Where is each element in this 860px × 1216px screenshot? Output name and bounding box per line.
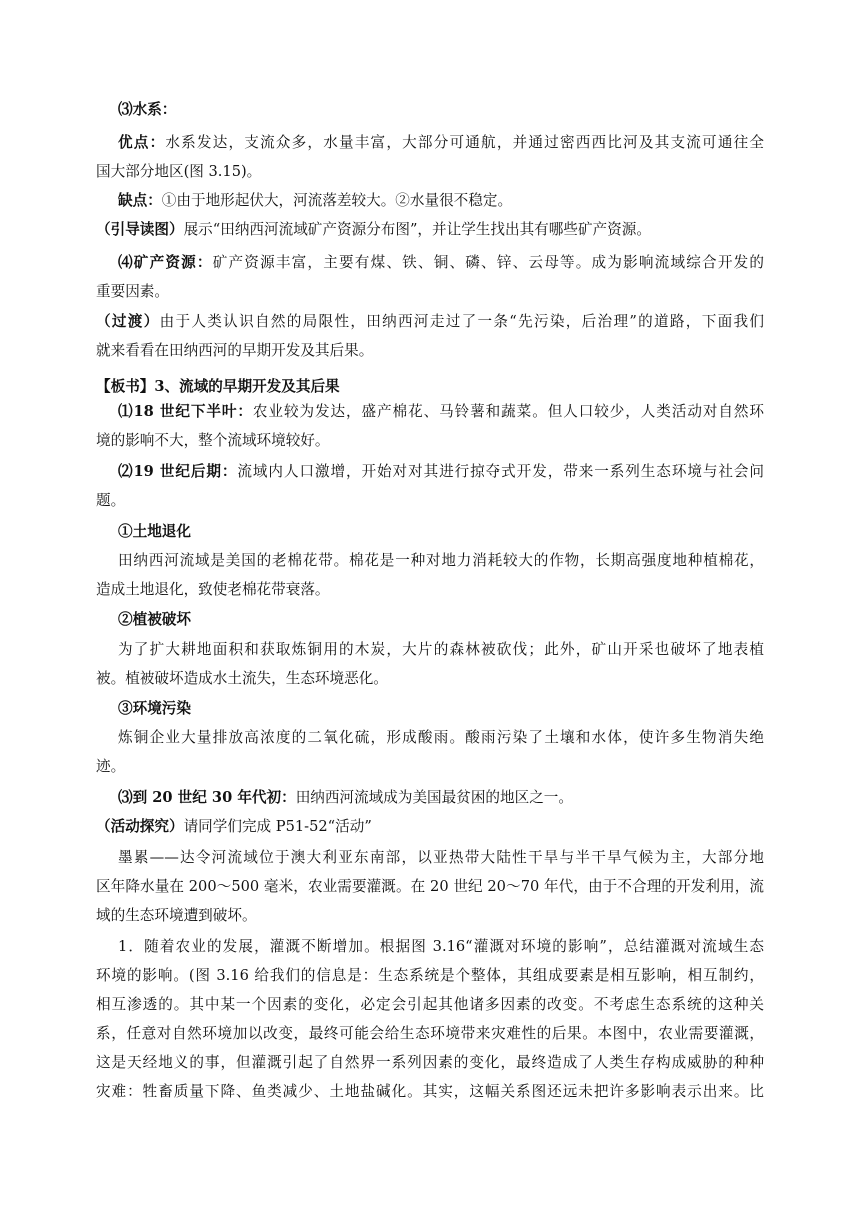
question-1-text-4: 系，任意对自然环境加以改变，最终可能会给生态环境带来灾难性的后果。本图中，农业需要灌溉，: [96, 1025, 764, 1042]
period-1-line-1: [118, 402, 764, 422]
advantages-text-1: 水系发达，支流众多，水量丰富，大部分可通航，并通过密西西比河及其支流可通往全: [165, 134, 764, 151]
advantages-label: 优点：: [118, 134, 166, 151]
period-2-text-1: 流域内人口激增，开始对对其进行掠夺式开发，带来一系列生态环境与社会问: [237, 463, 764, 480]
land-degradation-text-1: 田纳西河流域是美国的老棉花带。棉花是一种对地力消耗较大的作物，长期高强度地种植棉花，: [118, 552, 764, 569]
question-1-text-1: 1．随着农业的发展，灌溉不断增加。根据图 3.16“灌溉对环境的影响”，总结灌溉对流域生态: [118, 938, 764, 955]
murray-text-3: 域的生态环境遭到破坏。: [96, 907, 257, 924]
subheading-vegetation: ②植被破坏: [118, 611, 191, 628]
advantages-text-2: 国大部分地区(图 3.15)。: [96, 163, 262, 180]
land-degradation-text-2: 造成土地退化，致使老棉花带衰落。: [96, 581, 330, 598]
activity-text: 请同学们完成 P51-52“活动”: [183, 818, 372, 835]
period-1-text-2: 境的影响不大，整个流域环境较好。: [96, 432, 330, 449]
vegetation-text-2: 被。植被破坏造成水土流失，生态环境恶化。: [96, 670, 388, 687]
advantages-line-1: [118, 133, 764, 153]
subheading-pollution: ③环境污染: [118, 700, 191, 717]
period-3-text: 田纳西河流域成为美国最贫困的地区之一。: [295, 789, 573, 806]
guide-reading-text: 展示“田纳西河流域矿产资源分布图”，并让学生找出其有哪些矿产资源。: [183, 221, 651, 238]
activity-line: [96, 817, 372, 837]
murray-text-1: 墨累——达令河流域位于澳大利亚东南部，以亚热带大陆性干旱与半干旱气候为主，大部分地: [118, 849, 764, 866]
pollution-text-1: 炼铜企业大量排放高浓度的二氧化硫，形成酸雨。酸雨污染了土壤和水体，使许多生物消失绝: [118, 729, 764, 746]
question-1-text-2: 环境的影响。(图 3.16 给我们的信息是：生态系统是个整体，其组成要素是相互影响，相互制约，: [96, 967, 764, 984]
period-1-text-1: 农业较为发达，盛产棉花、马铃薯和蔬菜。但人口较少，人类活动对自然环: [252, 403, 764, 420]
period-3-label: ⑶到 20 世纪 30 年代初：: [118, 789, 296, 806]
period-1-label: ⑴18 世纪下半叶：: [118, 403, 253, 420]
board-heading: 【板书】3、流域的早期开发及其后果: [96, 378, 340, 395]
period-3-line: [118, 788, 573, 808]
minerals-line-1: [118, 253, 764, 273]
pollution-text-2: 迹。: [96, 758, 126, 775]
question-1-text-6: 灾难：牲畜质量下降、鱼类减少、土地盐碱化。其实，这幅关系图还远未把许多影响表示出来。比: [96, 1083, 764, 1100]
guide-reading-label: （引导读图）: [96, 221, 184, 238]
period-2-line-1: [118, 462, 764, 482]
question-1-text-3: 相互渗透的。其中某一个因素的变化，必定会引起其他诸多因素的改变。不考虑生态系统的这种关: [96, 996, 764, 1013]
transition-label: （过渡）: [96, 313, 160, 330]
heading-minerals: ⑷矿产资源：: [118, 254, 213, 271]
disadvantages-label: 缺点：: [118, 192, 162, 209]
period-2-text-2: 题。: [96, 492, 126, 509]
vegetation-text-1: 为了扩大耕地面积和获取炼铜用的木炭，大片的森林被砍伐；此外，矿山开采也破坏了地表植: [118, 641, 764, 658]
question-1-text-5: 这是天经地义的事，但灌溉引起了自然界一系列因素的变化，最终造成了人类生存构成威胁的种种: [96, 1054, 764, 1071]
heading-water-system: ⑶水系：: [118, 101, 177, 118]
transition-line-1: [96, 312, 764, 332]
guide-reading-line: [96, 220, 651, 240]
minerals-text-1: 矿产资源丰富，主要有煤、铁、铜、磷、锌、云母等。成为影响流域综合开发的: [212, 254, 764, 271]
murray-text-2: 区年降水量在 200～500 毫米，农业需要灌溉。在 20 世纪 20～70 年代，由于不合理的开发利用，流: [96, 878, 764, 895]
minerals-text-2: 重要因素。: [96, 283, 169, 300]
transition-text-2: 就来看看在田纳西河的早期开发及其后果。: [96, 342, 374, 359]
subheading-land-degradation: ①土地退化: [118, 523, 191, 540]
disadvantages-line: [118, 191, 512, 211]
disadvantages-text: ①由于地形起伏大，河流落差较大。②水量很不稳定。: [161, 192, 513, 209]
period-2-label: ⑵19 世纪后期：: [118, 463, 238, 480]
activity-label: （活动探究）: [96, 818, 184, 835]
transition-text-1: 由于人类认识自然的局限性，田纳西河走过了一条“先污染，后治理”的道路，下面我们: [159, 313, 764, 330]
